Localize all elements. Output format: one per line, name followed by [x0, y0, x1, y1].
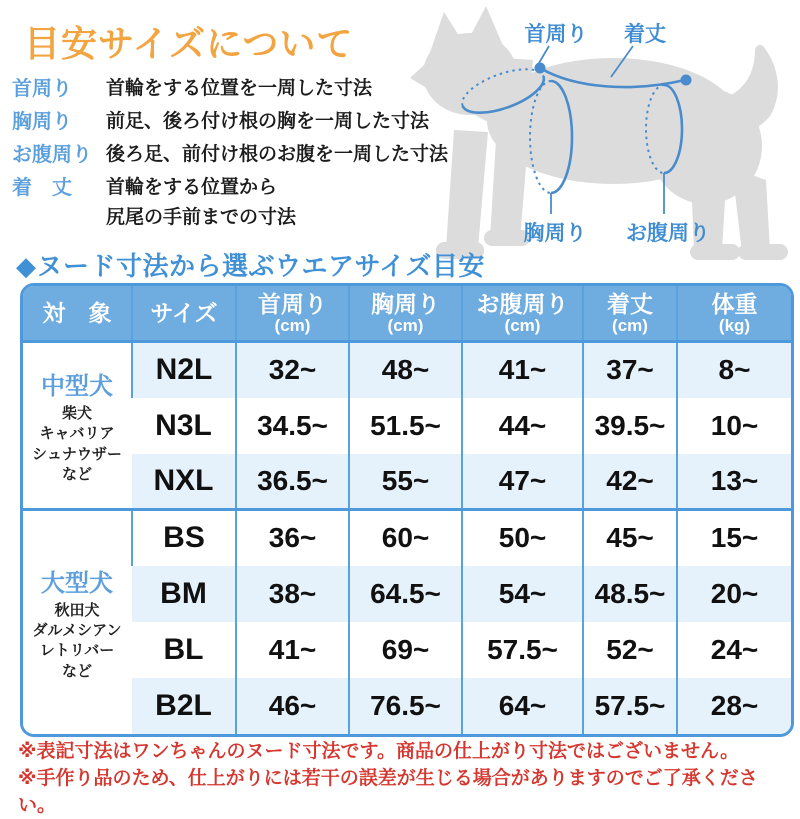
col-header-unit: (cm) — [274, 315, 311, 335]
col-header-chest — [349, 286, 462, 342]
col-header-unit: (cm) — [612, 315, 648, 335]
cell-belly: 50~ — [462, 510, 583, 566]
col-header-neck — [236, 286, 349, 342]
section-title: ◆ヌード寸法から選ぶウエアサイズ目安 — [16, 251, 485, 281]
group-breed: シュナウザー — [32, 445, 122, 463]
definition-term: 首周り — [12, 78, 72, 100]
group-breed: など — [61, 662, 92, 680]
target-group-large-dogs — [23, 510, 132, 734]
diagram-belly-label: お腹周り — [626, 222, 710, 245]
definition-row-belly — [12, 140, 457, 173]
cell-chest: 55~ — [349, 454, 462, 510]
group-breed: ダルメシアン — [32, 622, 122, 639]
cell-chest: 69~ — [349, 622, 462, 678]
cell-chest: 48~ — [349, 342, 462, 398]
group-name: 中型犬 — [41, 373, 113, 400]
cell-belly: 57.5~ — [462, 622, 583, 678]
definition-desc: 後ろ足、前付け根のお腹を一周した寸法 — [106, 144, 449, 165]
dog-measurement-diagram — [408, 0, 800, 286]
definition-desc: 前足、後ろ付け根の胸を一周した寸法 — [106, 111, 430, 132]
diagram-length-label: 着丈 — [624, 23, 666, 46]
col-header-unit: (cm) — [387, 315, 424, 335]
group-breed: など — [61, 465, 92, 483]
cell-neck: 34.5~ — [236, 398, 349, 454]
cell-size: N2L — [132, 342, 236, 398]
table-row — [23, 622, 791, 678]
definition-row-length — [12, 173, 457, 233]
group-breed: キャバリア — [39, 425, 115, 443]
note-line-1: ※表記寸法はワンちゃんのヌード寸法です。商品の仕上がり寸法ではございません。 — [18, 741, 740, 762]
table-row — [23, 342, 791, 398]
target-group-medium-dogs — [23, 342, 132, 510]
definition-term: 胸周り — [12, 111, 72, 133]
table-row — [23, 398, 791, 454]
col-header-label: 着丈 — [607, 290, 653, 317]
definition-desc — [106, 173, 296, 233]
cell-chest: 76.5~ — [349, 678, 462, 734]
cell-length: 39.5~ — [583, 398, 677, 454]
cell-weight: 28~ — [677, 678, 791, 734]
footer-notes — [18, 738, 793, 819]
dog-silhouette-icon — [410, 6, 788, 260]
cell-belly: 54~ — [462, 566, 583, 622]
definition-desc: 首輪をする位置を一周した寸法 — [106, 78, 373, 99]
col-header-label: 首周り — [258, 290, 327, 317]
cell-size: N3L — [132, 398, 236, 454]
diagram-neck-label: 首周り — [524, 23, 588, 46]
group-breed: 秋田犬 — [54, 601, 100, 619]
col-header-label: 胸周り — [371, 290, 440, 317]
cell-weight: 24~ — [677, 622, 791, 678]
col-header-size: サイズ — [132, 286, 236, 342]
group-name: 大型犬 — [41, 569, 113, 597]
cell-neck: 32~ — [236, 342, 349, 398]
group-breed: レトリバー — [39, 642, 115, 660]
neck-leader-line — [539, 46, 549, 63]
dog-diagram-svg — [408, 0, 800, 286]
col-header-length — [583, 286, 677, 342]
cell-neck: 36~ — [236, 510, 349, 566]
cell-neck: 46~ — [236, 678, 349, 734]
cell-neck: 38~ — [236, 566, 349, 622]
col-header-unit: (kg) — [718, 315, 751, 335]
col-header-belly — [462, 286, 583, 342]
group-breed: 柴犬 — [61, 405, 92, 422]
page-title: 目安サイズについて — [24, 23, 354, 64]
cell-belly: 41~ — [462, 342, 583, 398]
cell-belly: 44~ — [462, 398, 583, 454]
cell-size: BL — [132, 622, 236, 678]
cell-chest: 60~ — [349, 510, 462, 566]
cell-chest: 64.5~ — [349, 566, 462, 622]
cell-length: 42~ — [583, 454, 677, 510]
table-row — [23, 566, 791, 622]
cell-length: 45~ — [583, 510, 677, 566]
length-end-dot — [681, 75, 692, 86]
col-header-label: 体重 — [711, 290, 758, 317]
definition-row-chest — [12, 107, 457, 140]
cell-size: NXL — [132, 454, 236, 510]
definition-term: お腹周り — [12, 144, 92, 166]
cell-neck: 36.5~ — [236, 454, 349, 510]
cell-length: 48.5~ — [583, 566, 677, 622]
col-header-weight — [677, 286, 791, 342]
diagram-chest-label: 胸周り — [523, 222, 587, 245]
cell-weight: 20~ — [677, 566, 791, 622]
cell-chest: 51.5~ — [349, 398, 462, 454]
cell-size: B2L — [132, 678, 236, 734]
col-header-target: 対 象 — [23, 286, 132, 342]
table-header-row — [23, 286, 791, 342]
cell-length: 57.5~ — [583, 678, 677, 734]
measurement-definitions — [12, 74, 457, 233]
cell-weight: 15~ — [677, 510, 791, 566]
cell-weight: 13~ — [677, 454, 791, 510]
cell-weight: 8~ — [677, 342, 791, 398]
definition-desc-line2: 尻尾の手前までの寸法 — [106, 207, 297, 228]
definition-desc-line1: 首輪をする位置から — [106, 177, 278, 198]
cell-belly: 47~ — [462, 454, 583, 510]
cell-belly: 64~ — [462, 678, 583, 734]
table-row — [23, 510, 791, 566]
cell-length: 52~ — [583, 622, 677, 678]
cell-size: BM — [132, 566, 236, 622]
cell-weight: 10~ — [677, 398, 791, 454]
col-header-label: お腹周り — [476, 290, 569, 317]
col-header-unit: (cm) — [504, 315, 541, 335]
definition-term: 着 丈 — [12, 177, 72, 199]
definition-row-neck — [12, 74, 457, 107]
cell-neck: 41~ — [236, 622, 349, 678]
size-table-grid — [23, 286, 791, 734]
note-line-2: ※手作り品のため、仕上がりには若干の誤差が生じる場合がありますのでご了承ください。 — [18, 768, 758, 816]
table-row — [23, 454, 791, 510]
cell-length: 37~ — [583, 342, 677, 398]
size-table — [20, 283, 794, 737]
table-row — [23, 678, 791, 734]
cell-size: BS — [132, 510, 236, 566]
